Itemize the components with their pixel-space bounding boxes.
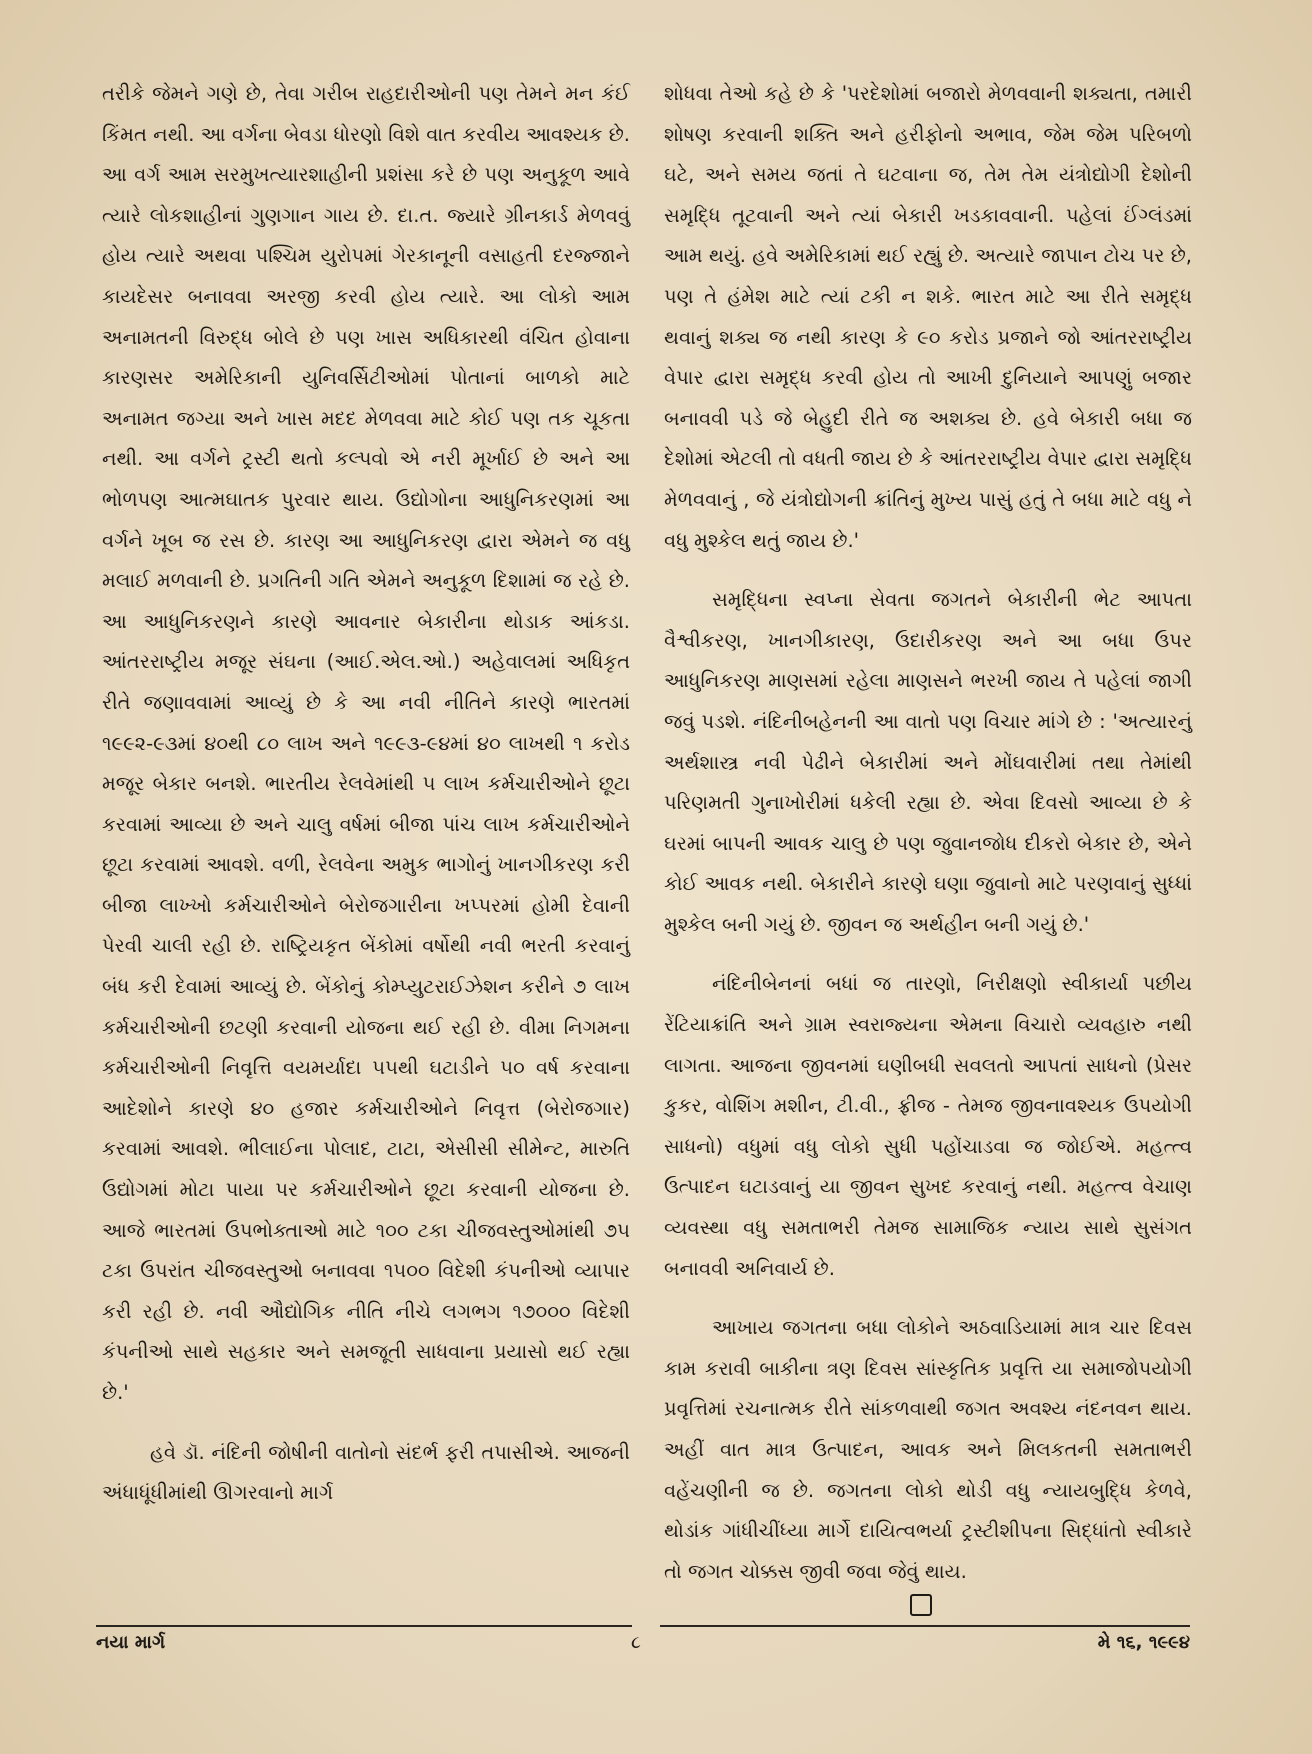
end-of-article-mark [910, 1594, 932, 1616]
right-paragraph-2: સમૃદ્ધિના સ્વપ્ના સેવતા જગતને બેકારીની ભેટ આપતા વૈશ્વીકરણ, ખાનગીકારણ, ઉદારીકરણ અને આ બધા ઉપર આધુનિકરણ માણસમાં રહેલા માણસને ભરખી જાય તે પહેલાં જાગી જવું પડશે. નંદિનીબહેનની આ વાતો પણ વિચાર માંગે છે : 'અત્યારનું અર્થશાસ્ત્ર નવી પેઢીને બેકારીમાં અને મોંઘવારીમાં તથા તેમાંથી પરિણમતી ગુનાખોરીમાં ધકેલી રહ્યા છે. એવા દિવસો આવ્યા છે કે ઘરમાં બાપની આવક ચાલુ છે પણ જુવાનજોધ દીકરો બેકાર છે, એને કોઈ આવક નથી. બેકારીને કારણે ઘણા જુવાનો માટે પરણવાનું સુધ્ધાં મુશ્કેલ બની ગયું છે. જીવન જ અર્થહીન બની ગયું છે.' [664, 588, 1192, 936]
right-paragraph-1: શોધવા તેઓ કહે છે કે 'પરદેશોમાં બજારો મેળવવાની શક્યતા, તમારી શોષણ કરવાની શક્તિ અને હરીફોનો અભાવ, જેમ જેમ પરિબળો ઘટે, અને સમય જતાં તે ઘટવાના જ, તેમ તેમ યંત્રોદ્યોગી દેશોની સમૃદ્ધિ તૂટવાની અને ત્યાં બેકારી ખડકાવવાની. પહેલાં ઈંગ્લંડમાં આમ થયું. હવે અમેરિકામાં થઈ રહ્યું છે. અત્યારે જાપાન ટોચ પર છે, પણ તે હંમેશ માટે ત્યાં ટકી ન શકે. ભારત માટે આ રીતે સમૃદ્ધ થવાનું શક્ય જ નથી કારણ કે ૯૦ કરોડ પ્રજાને જો આંતરરાષ્ટ્રીય વેપાર દ્વારા સમૃદ્ધ કરવી હોય તો આખી દુનિયાને આપણું બજાર બનાવવી પડે જે બેહુદી રીતે જ અશક્ય છે. હવે બેકારી બધા જ દેશોમાં એટલી તો વધતી જાય છે કે આંતરરાષ્ટ્રીય વેપાર દ્વારા સમૃદ્ધિ મેળવવાનું , જે યંત્રોદ્યોગની ક્રાંતિનું મુખ્ય પાસું હતું તે બધા માટે વધુ ને વધુ મુશ્કેલ થતું જાય છે.' [664, 82, 1192, 552]
right-column [664, 74, 1192, 1592]
right-paragraph-3: નંદિનીબેનનાં બધાં જ તારણો, નિરીક્ષણો સ્વીકાર્યા પછીય રેંટિયાક્રાંતિ અને ગ્રામ સ્વરાજ્યના એમના વિચારો વ્યવહારુ નથી લાગતા. આજના જીવનમાં ઘણીબધી સવલતો આપતાં સાધનો (પ્રેસર કુકર, વોશિંગ મશીન, ટી.વી., ફ્રીજ - તેમજ જીવનાવશ્યક ઉપયોગી સાધનો) વધુમાં વધુ લોકો સુધી પહોંચાડવા જ જોઈએ. મહત્ત્વ ઉત્પાદન ઘટાડવાનું યા જીવન સુખદ કરવાનું નથી. મહત્ત્વ વેચાણ વ્યવસ્થા વધુ સમતાભરી તેમજ સામાજિક ન્યાય સાથે સુસંગત બનાવવી અનિવાર્ય છે. [664, 972, 1192, 1280]
page-number: ૮ [631, 1632, 641, 1653]
magazine-name: નયા માર્ગ [96, 1632, 166, 1653]
issue-date: મે ૧૬, ૧૯૯૪ [1097, 1632, 1190, 1653]
right-paragraph-4: આખાય જગતના બધા લોકોને અઠવાડિયામાં માત્ર ચાર દિવસ કામ કરાવી બાકીના ત્રણ દિવસ સાંસ્કૃતિક પ્રવૃત્તિ યા સમાજોપયોગી પ્રવૃત્તિમાં રચનાત્મક રીતે સાંકળવાથી જગત અવશ્ય નંદનવન થાય. અહીં વાત માત્ર ઉત્પાદન, આવક અને મિલકતની સમતાભરી વહેંચણીની જ છે. જગતના લોકો થોડી વધુ ન્યાયબુદ્ધિ કેળવે, થોડાંક ગાંધીચીંધ્યા માર્ગે દાયિત્વભર્યા ટ્રસ્ટીશીપના સિદ્ધાંતો સ્વીકારે તો જગત ચોક્કસ જીવી જવા જેવું થાય. [664, 1316, 1192, 1583]
left-column [102, 74, 630, 1514]
left-paragraph-1: તરીકે જેમને ગણે છે, તેવા ગરીબ રાહદારીઓની પણ તેમને મન કંઈ કિંમત નથી. આ વર્ગના બેવડા ધોરણો વિશે વાત કરવીય આવશ્યક છે. આ વર્ગ આમ સરમુખત્યારશાહીની પ્રશંસા કરે છે પણ અનુકૂળ આવે ત્યારે લોકશાહીનાં ગુણગાન ગાય છે. દા.ત. જ્યારે ગ્રીનકાર્ડ મેળવવું હોય ત્યારે અથવા પશ્ચિમ યુરોપમાં ગેરકાનૂની વસાહતી દરજ્જાને કાયદેસર બનાવવા અરજી કરવી હોય ત્યારે. આ લોકો આમ અનામતની વિરુદ્ધ બોલે છે પણ ખાસ અધિકારથી વંચિત હોવાના કારણસર અમેરિકાની યુનિવર્સિટીઓમાં પોતાનાં બાળકો માટે અનામત જગ્યા અને ખાસ મદદ મેળવવા માટે કોઈ પણ તક ચૂકતા નથી. આ વર્ગને ટ્રસ્ટી થતો કલ્પવો એ નરી મૂર્ખાઈ છે અને આ ભોળપણ આત્મઘાતક પુરવાર થાય. ઉદ્યોગોના આધુનિકરણમાં આ વર્ગને ખૂબ જ રસ છે. કારણ આ આધુનિકરણ દ્વારા એમને જ વધુ મલાઈ મળવાની છે. પ્રગતિની ગતિ એમને અનુકૂળ દિશામાં જ રહે છે. આ આધુનિકરણને કારણે આવનાર બેકારીના થોડાક આંકડા. આંતરરાષ્ટ્રીય મજૂર સંઘના (આઈ.એલ.ઓ.) અહેવાલમાં અધિકૃત રીતે જણાવવામાં આવ્યું છે કે આ નવી નીતિને કારણે ભારતમાં ૧૯૯૨-૯૩માં ૪૦થી ૮૦ લાખ અને ૧૯૯૩-૯૪માં ૪૦ લાખથી ૧ કરોડ મજૂર બેકાર બનશે. ભારતીય રેલવેમાંથી ૫ લાખ કર્મચારીઓને છૂટા કરવામાં આવ્યા છે અને ચાલુ વર્ષમાં બીજા પાંચ લાખ કર્મચારીઓને છૂટા કરવામાં આવશે. વળી, રેલવેના અમુક ભાગોનું ખાનગીકરણ કરી બીજા લાખ્ખો કર્મચારીઓને બેરોજગારીના ખપ્પરમાં હોમી દેવાની પેરવી ચાલી રહી છે. રાષ્ટ્રિયકૃત બેંકોમાં વર્ષોથી નવી ભરતી કરવાનું બંધ કરી દેવામાં આવ્યું છે. બેંકોનું કોમ્પ્યુટરાઈઝેશન કરીને ૭ લાખ કર્મચારીઓની છટણી કરવાની યોજના થઈ રહી છે. વીમા નિગમના કર્મચારીઓની નિવૃત્તિ વયમર્યાદા ૫૫થી ઘટાડીને ૫૦ વર્ષ કરવાના આદેશોને કારણે ૪૦ હજાર કર્મચારીઓને નિવૃત્ત (બેરોજગાર) કરવામાં આવશે. ભીલાઈના પોલાદ, ટાટા, એસીસી સીમેન્ટ, મારુતિ ઉદ્યોગમાં મોટા પાયા પર કર્મચારીઓને છૂટા કરવાની યોજના છે. આજે ભારતમાં ઉપભોક્તાઓ માટે ૧૦૦ ટકા ચીજવસ્તુઓમાંથી ૭૫ ટકા ઉપરાંત ચીજવસ્તુઓ બનાવવા ૧૫૦૦ વિદેશી કંપનીઓ વ્યાપાર કરી રહી છે. નવી ઔદ્યોગિક નીતિ નીચે લગભગ ૧૭૦૦૦ વિદેશી કંપનીઓ સાથે સહકાર અને સમજૂતી સાધવાના પ્રયાસો થઈ રહ્યા છે.' [102, 82, 630, 1404]
footer-rule-left [96, 1625, 632, 1627]
footer-rule-right [660, 1625, 1190, 1627]
page-footer [96, 1632, 1190, 1662]
left-paragraph-2: હવે ડૉ. નંદિની જોષીની વાતોનો સંદર્ભ ફરી તપાસીએ. આજની અંધાધૂંધીમાંથી ઊગરવાનો માર્ગ [102, 1440, 630, 1505]
